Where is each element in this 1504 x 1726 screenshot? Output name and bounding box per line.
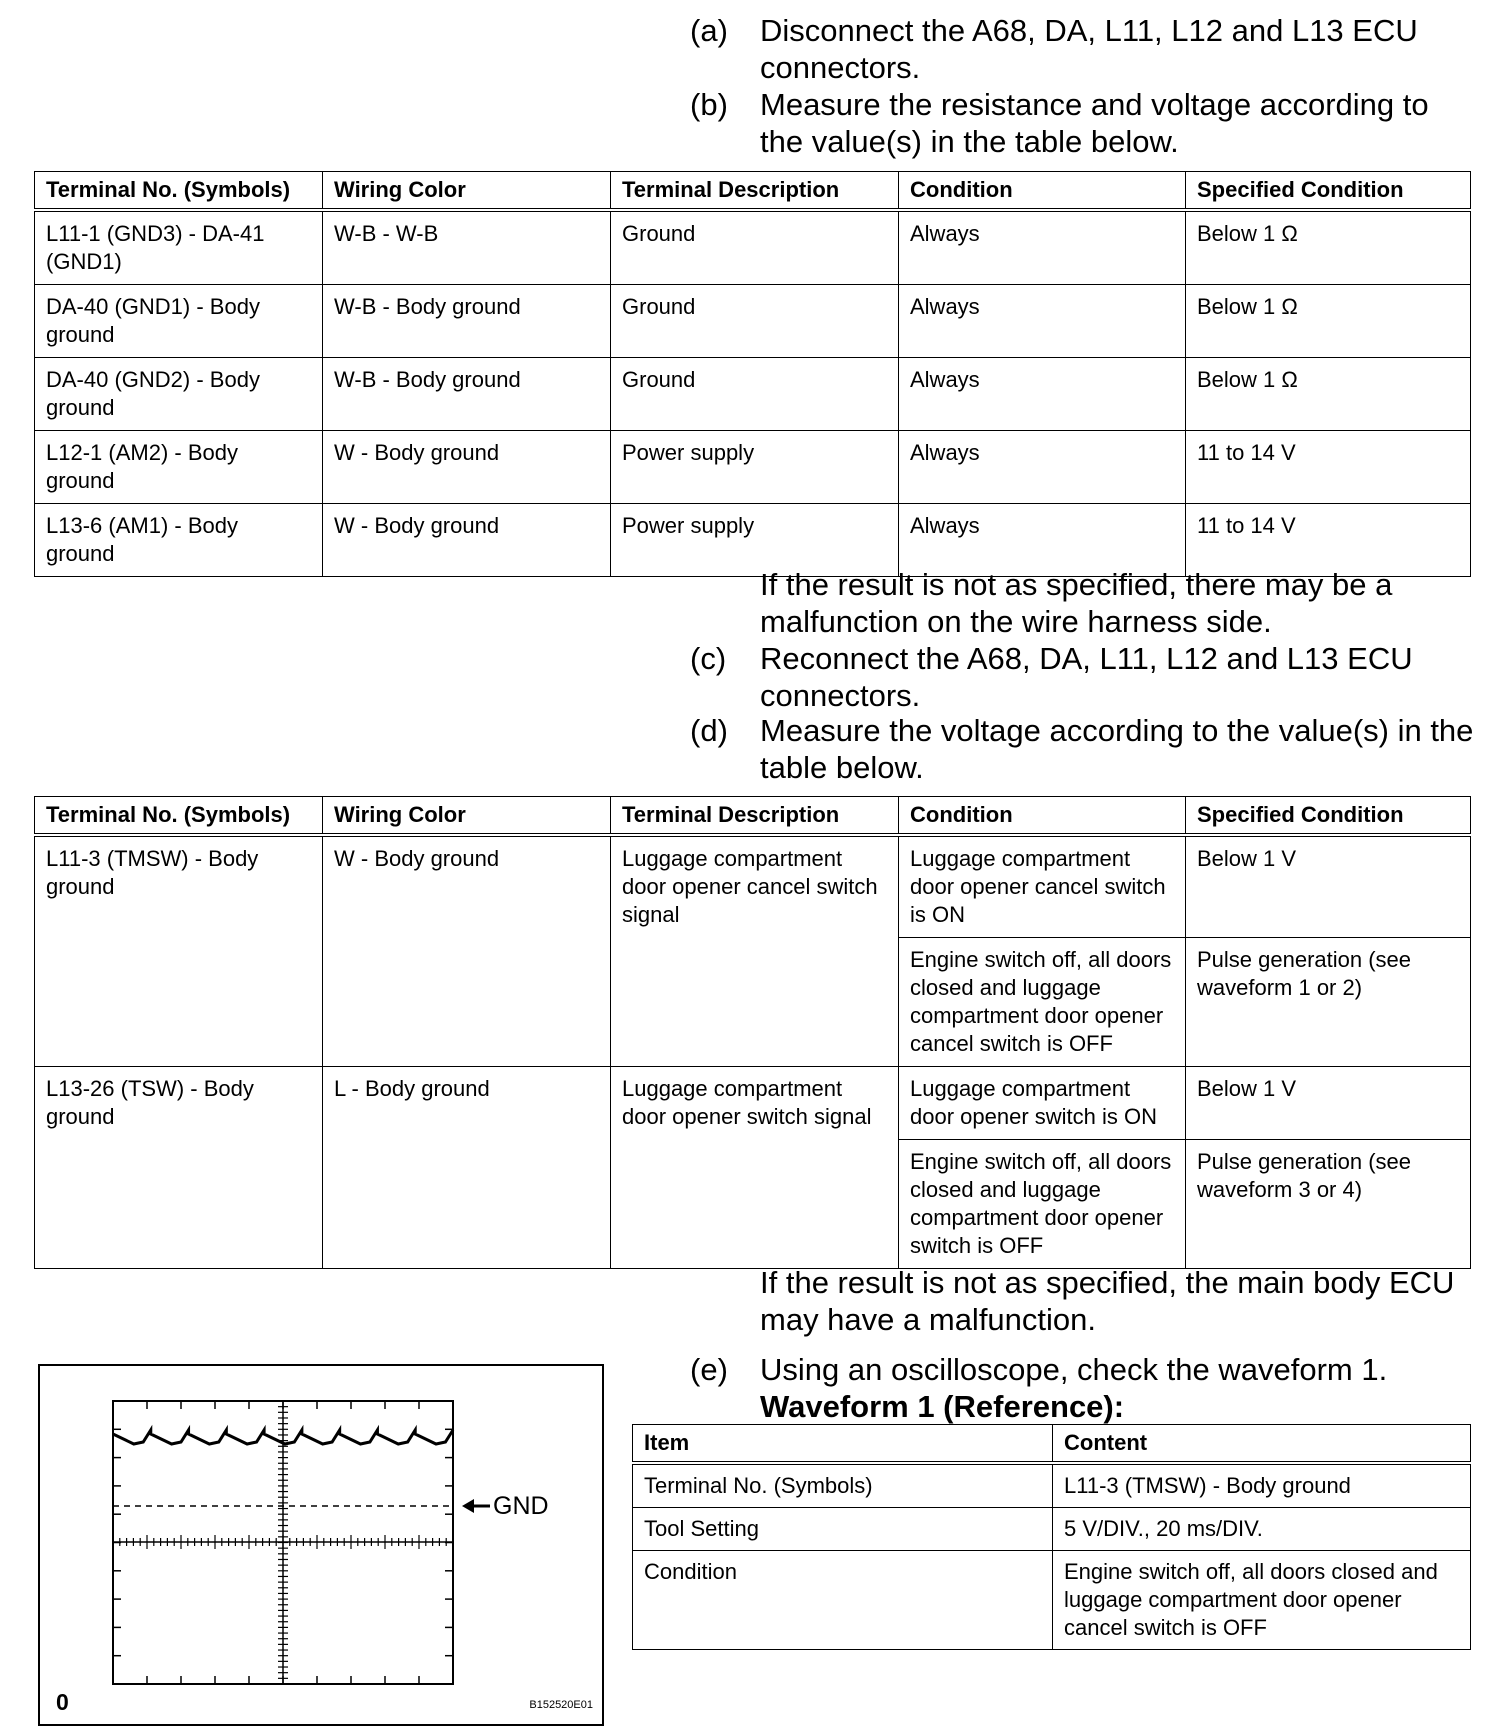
step-text: Using an oscilloscope, check the waveform 1. [760,1352,1388,1387]
cell-spec: Below 1 Ω [1186,358,1471,431]
step-text: Disconnect the A68, DA, L11, L12 and L13 ECU connectors. [760,13,1418,85]
cell-spec: 11 to 14 V [1186,504,1471,577]
cell-terminal: DA-40 (GND1) - Body ground [35,285,323,358]
step-a [690,12,1480,86]
cell-condition: Always [899,285,1186,358]
cell-description: Ground [611,210,899,285]
cell-condition: Engine switch off, all doors closed and luggage compartment door opener switch is OFF [899,1140,1186,1269]
cell-terminal: L13-26 (TSW) - Body ground [35,1067,323,1269]
cell-wiring-color: W - Body ground [323,835,611,1067]
table-row [35,285,1471,358]
cell-description: Luggage compartment door opener cancel switch signal [611,835,899,1067]
waveform-table [632,1424,1471,1650]
table-row [35,358,1471,431]
header-content: Content [1053,1425,1471,1464]
step-c [690,640,1480,714]
header-wiring-color: Wiring Color [323,797,611,836]
cell-condition: Always [899,358,1186,431]
header-specified-condition: Specified Condition [1186,172,1471,211]
cell-description: Power supply [611,504,899,577]
waveform-subtitle: Waveform 1 (Reference): [760,1389,1125,1424]
oscilloscope-figure [38,1364,604,1726]
cell-spec: Pulse generation (see waveform 3 or 4) [1186,1140,1471,1269]
cell-wiring-color: W - Body ground [323,504,611,577]
voltage-table [34,796,1471,1269]
cell-condition: Engine switch off, all doors closed and luggage compartment door opener cancel switch is OFF [899,938,1186,1067]
step-label: (e) [690,1352,728,1387]
step-text: Measure the voltage according to the value(s) in the table below. [760,713,1474,785]
cell-terminal: L13-6 (AM1) - Body ground [35,504,323,577]
header-terminal: Terminal No. (Symbols) [35,797,323,836]
header-item: Item [633,1425,1053,1464]
header-condition: Condition [899,172,1186,211]
step-label: (a) [690,13,728,48]
cell-item: Tool Setting [633,1508,1053,1551]
cell-terminal: L11-3 (TMSW) - Body ground [35,835,323,1067]
cell-item: Terminal No. (Symbols) [633,1463,1053,1508]
zero-label: 0 [56,1689,69,1715]
cell-wiring-color: W-B - Body ground [323,285,611,358]
step-label: (d) [690,713,728,748]
cell-spec: Below 1 Ω [1186,210,1471,285]
table-row [633,1551,1471,1650]
figure-border [39,1365,603,1725]
cell-terminal: L11-1 (GND3) - DA-41 (GND1) [35,210,323,285]
gnd-label: GND [493,1492,549,1520]
cell-content: Engine switch off, all doors closed and luggage compartment door opener cancel switch is OFF [1053,1551,1471,1650]
ecu-note: If the result is not as specified, the main body ECU may have a malfunction. [760,1265,1455,1337]
table-row [35,210,1471,285]
cell-content: L11-3 (TMSW) - Body ground [1053,1463,1471,1508]
cell-wiring-color: L - Body ground [323,1067,611,1269]
cell-spec: Below 1 Ω [1186,285,1471,358]
table-row [35,1067,1471,1140]
table-row [633,1463,1471,1508]
cell-spec: 11 to 14 V [1186,431,1471,504]
cell-wiring-color: W - Body ground [323,431,611,504]
cell-description: Luggage compartment door opener switch signal [611,1067,899,1269]
harness-note: If the result is not as specified, there may be a malfunction on the wire harness side. [760,567,1393,639]
cell-item: Condition [633,1551,1053,1650]
header-condition: Condition [899,797,1186,836]
table-row [35,835,1471,938]
step-d [690,712,1480,786]
cell-condition: Always [899,431,1186,504]
figure-code: B152520E01 [529,1699,593,1711]
cell-description: Ground [611,358,899,431]
cell-terminal: DA-40 (GND2) - Body ground [35,358,323,431]
cell-wiring-color: W-B - W-B [323,210,611,285]
cell-spec: Below 1 V [1186,1067,1471,1140]
table-header-row [633,1425,1471,1464]
cell-condition: Always [899,210,1186,285]
header-wiring-color: Wiring Color [323,172,611,211]
step-text: Measure the resistance and voltage according to the value(s) in the table below. [760,87,1429,159]
cell-description: Ground [611,285,899,358]
cell-spec: Pulse generation (see waveform 1 or 2) [1186,938,1471,1067]
cell-spec: Below 1 V [1186,835,1471,938]
cell-terminal: L12-1 (AM2) - Body ground [35,431,323,504]
step-e [690,1351,1480,1425]
table-header-row [35,172,1471,211]
table-row [35,431,1471,504]
resistance-voltage-table [34,171,1471,577]
step-text: Reconnect the A68, DA, L11, L12 and L13 ECU connectors. [760,641,1413,713]
step-label: (b) [690,87,728,122]
cell-wiring-color: W-B - Body ground [323,358,611,431]
header-terminal-description: Terminal Description [611,172,899,211]
cell-condition: Always [899,504,1186,577]
header-terminal-description: Terminal Description [611,797,899,836]
cell-content: 5 V/DIV., 20 ms/DIV. [1053,1508,1471,1551]
step-b [690,86,1480,160]
table-header-row [35,797,1471,836]
cell-condition: Luggage compartment door opener cancel switch is ON [899,835,1186,938]
cell-condition: Luggage compartment door opener switch is ON [899,1067,1186,1140]
table-row [633,1508,1471,1551]
header-specified-condition: Specified Condition [1186,797,1471,836]
header-terminal: Terminal No. (Symbols) [35,172,323,211]
step-label: (c) [690,641,727,676]
cell-description: Power supply [611,431,899,504]
